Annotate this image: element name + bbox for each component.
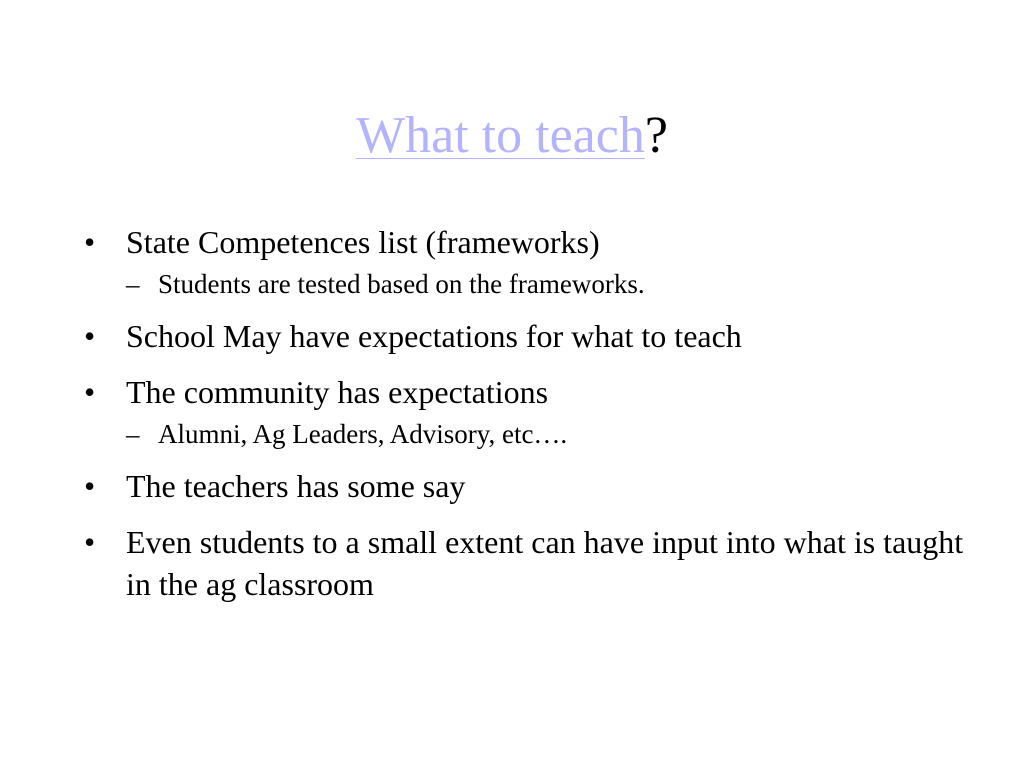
bullet-marker: • — [84, 524, 96, 560]
bullet-marker: • — [84, 318, 96, 354]
sub-bullet-text: Alumni, Ag Leaders, Advisory, etc…. — [158, 419, 568, 449]
sub-bullet-marker: – — [126, 269, 140, 299]
bullet-item — [84, 521, 964, 605]
sub-bullet-list — [126, 267, 964, 301]
title-suffix: ? — [644, 107, 668, 164]
bullet-text: Even students to a small extent can have input into what is taught in the ag classroom — [126, 524, 964, 602]
bullet-item — [84, 371, 964, 451]
sub-bullet-item — [126, 417, 964, 451]
bullet-text: The teachers has some say — [126, 468, 466, 504]
sub-bullet-marker: – — [126, 419, 140, 449]
title-link[interactable]: What to teach — [356, 107, 645, 164]
bullet-marker: • — [84, 468, 96, 504]
bullet-item — [84, 221, 964, 301]
sub-bullet-list — [126, 417, 964, 451]
bullet-text: State Competences list (frameworks) — [126, 224, 600, 260]
sub-bullet-item — [126, 267, 964, 301]
slide-title — [0, 100, 1024, 172]
bullet-marker: • — [84, 374, 96, 410]
bullet-item — [84, 465, 964, 507]
bullet-item — [84, 315, 964, 357]
bullet-marker: • — [84, 224, 96, 260]
bullet-text: School May have expectations for what to teach — [126, 318, 742, 354]
bullet-text: The community has expectations — [126, 374, 549, 410]
sub-bullet-text: Students are tested based on the frameworks. — [158, 269, 645, 299]
bullet-list — [84, 221, 964, 619]
